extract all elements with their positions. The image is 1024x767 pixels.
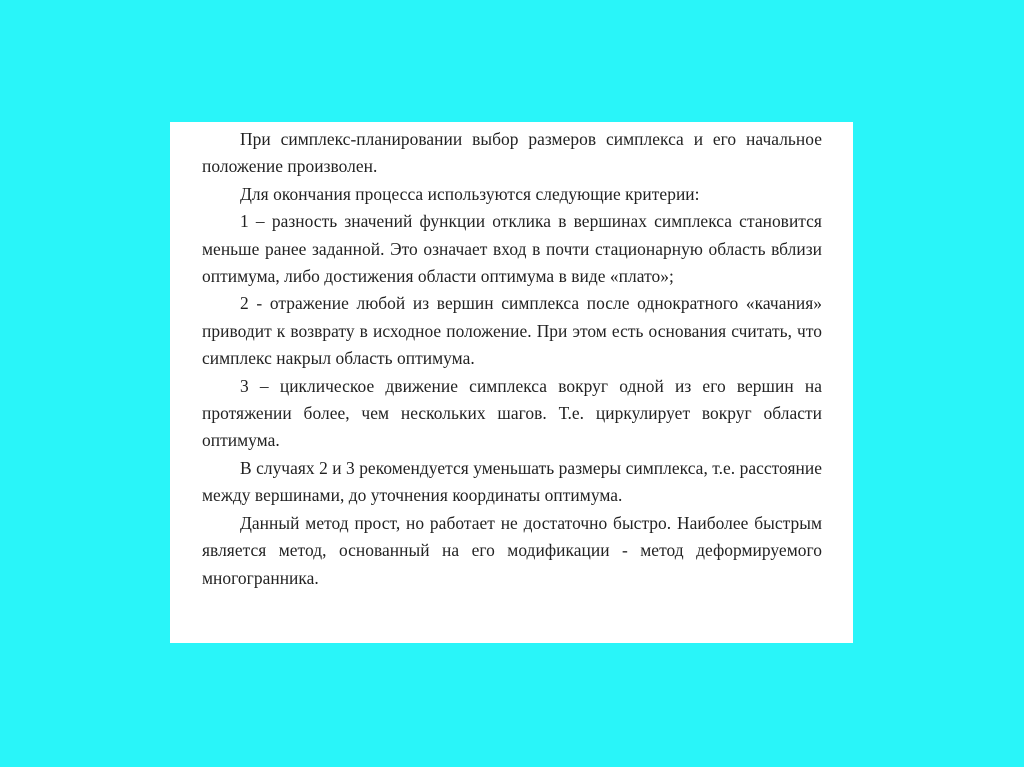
- paragraph-criterion-2: 2 - отражение любой из вершин симплекса после однократного «качания» приводит к возврату в исходное положение. При этом есть основания считать, что симплекс накрыл область оптимума.: [202, 293, 822, 369]
- paragraph-criterion-1: 1 – разность значений функции отклика в вершинах симплекса становится меньше ранее заданной. Это означает вход в почти стационарную область вблизи оптимума, либо достижения области оптимума в виде «плато»;: [202, 211, 822, 287]
- paragraph-intro: При симплекс-планировании выбор размеров симплекса и его начальное положение произволен.: [202, 129, 822, 177]
- paragraph-conclusion: Данный метод прост, но работает не достаточно быстро. Наиболее быстрым является метод, основанный на его модификации - метод деформируемого многогранника.: [202, 512, 822, 588]
- paragraph-criterion-3: 3 – циклическое движение симплекса вокруг одной из его вершин на протяжении более, чем нескольких шагов. Т.е. циркулирует вокруг области оптимума.: [202, 375, 822, 451]
- paragraph-recommendation: В случаях 2 и 3 рекомендуется уменьшать размеры симплекса, т.е. расстояние между вершинами, до уточнения координаты оптимума.: [202, 457, 822, 506]
- text-panel: [170, 122, 853, 643]
- paragraph-criteria-heading: Для окончания процесса используются следующие критерии:: [240, 183, 700, 204]
